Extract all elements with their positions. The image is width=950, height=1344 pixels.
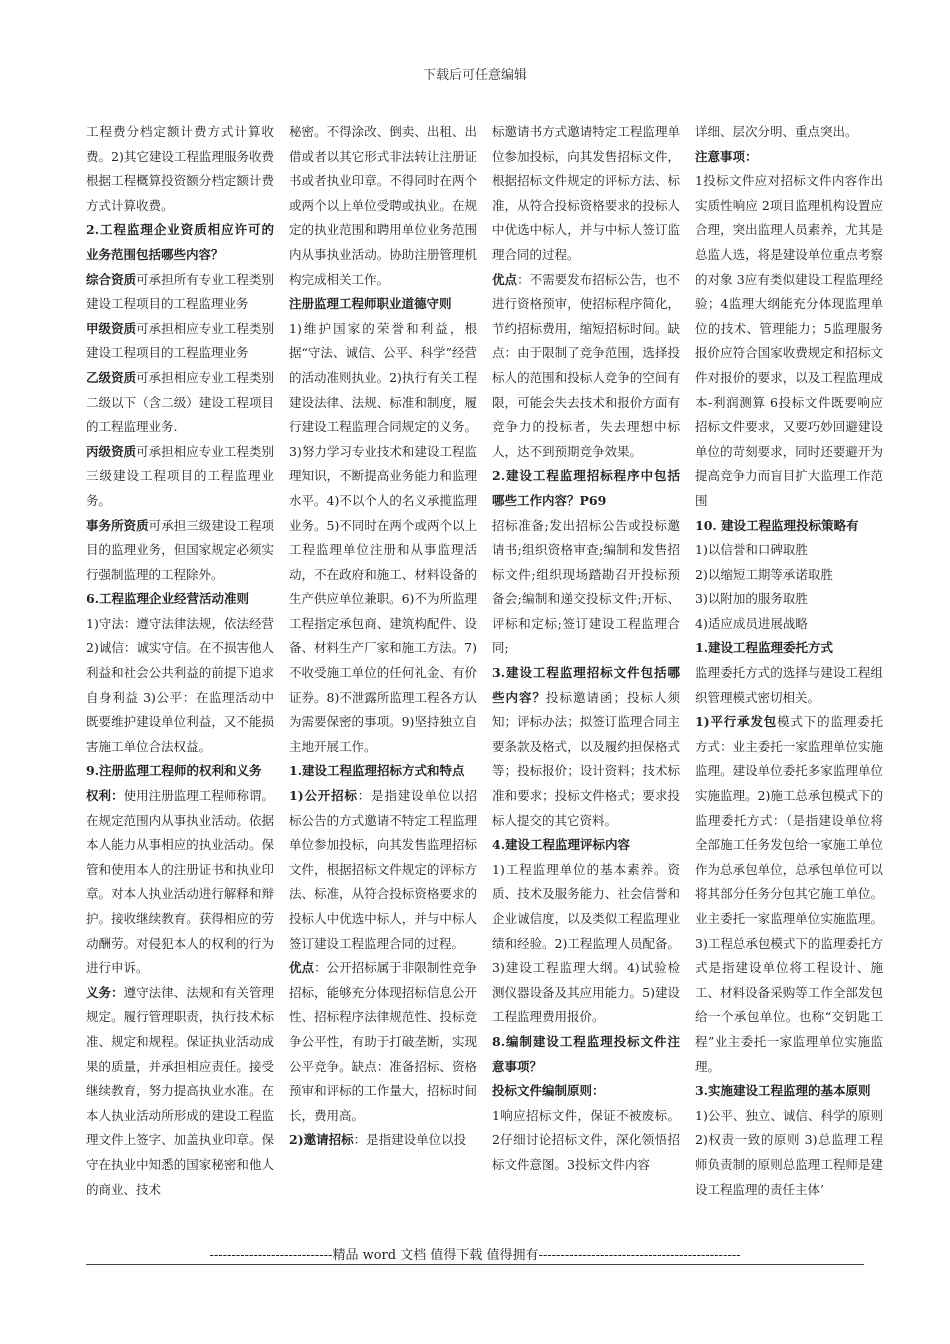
key-paragraph [492, 268, 680, 465]
body-paragraph: 监理委托方式的选择与建设工程组织管理模式密切相关。 [695, 665, 883, 705]
page-footer: ----------------------------精品 word 文档 值得下载 值得拥有---------------------------------------------- [209, 1248, 741, 1263]
key-term: 事务所资质 [86, 517, 149, 533]
heading-text: 4.建设工程监理评标内容 [492, 837, 631, 853]
body-paragraph: 招标准备;发出招标公告或投标邀请书;组织资格审查;编制和发售招标文件;组织现场踏勘召开投标预备会;编制和递交投标文件;开标、评标和定标;签订建设工程监理合同; [492, 517, 680, 656]
heading-text: 1.建设工程监理委托方式 [695, 640, 834, 656]
section-heading [86, 218, 274, 267]
key-paragraph [86, 268, 274, 317]
section-heading [695, 145, 883, 170]
key-description: ：不需要发布招标公告，也不进行资格预审，使招标程序简化，节约招标费用，缩短招标时间。缺点：由于限制了竞争范围，选择投标人的范围和投标人竞争的空间有限，可能会失去技术和报价方面有竞争力的投标者，失去理想中标人，达不到预期竞争效果。 [492, 271, 680, 459]
footer-rule [86, 1264, 864, 1265]
key-description: 可承担三级建设工程项目的监理业务，但国家规定必须实行强制监理的工程除外。 [86, 517, 274, 582]
key-term: 甲级资质 [86, 320, 137, 336]
text-column-2 [289, 120, 477, 1153]
heading-text: 6.工程监理企业经营活动准则 [86, 591, 250, 607]
key-paragraph [86, 366, 274, 440]
section-heading [289, 759, 477, 784]
key-description: 可承担所有专业工程类别建设工程项目的工程监理业务 [86, 271, 274, 312]
heading-text: 9.注册监理工程师的权利和义务 [86, 763, 262, 779]
body-paragraph: 3)以附加的服务取胜 [695, 591, 808, 607]
heading-text: 3.实施建设工程监理的基本原则 [695, 1083, 871, 1099]
key-description: 可承担相应专业工程类别三级建设工程项目的工程监理业务。 [86, 443, 274, 508]
page-header: 下载后可任意编辑 [422, 68, 527, 83]
key-paragraph [86, 514, 274, 588]
key-description: 投标邀请函；投标人须知；评标办法；拟签订监理合同主要条款及格式，以及履约担保格式等；投标报价；设计资料；技术标准和要求；投标文件格式；要求投标人提交的其它资料。 [492, 689, 680, 828]
key-paragraph [86, 317, 274, 366]
key-term: 优点 [289, 960, 315, 976]
key-term: 丙级资质 [86, 443, 137, 459]
section-heading [492, 1030, 680, 1079]
key-description: 可承担相应专业工程类别二级以下（含二级）建设工程项目的工程监理业务. [86, 369, 274, 435]
body-paragraph: 1)公平、独立、诚信、科学的原则 2)权责一致的原则 3)总监理工程师负责制的原则总监理工程师是建设工程监理的责任主体’ [695, 1107, 883, 1197]
key-paragraph [289, 784, 477, 956]
body-paragraph: 1)守法：遵守法律法规，依法经营 2)诚信：诚实守信。在不损害他人利益和社会公共利益的前提下追求自身利益 3)公平：在监理活动中既要维护建设单位利益，又不能损害施工单位合法权益。 [86, 615, 274, 754]
heading-text: 10. 建设工程监理投标策略有 [695, 517, 859, 533]
body-paragraph: 1)工程监理单位的基本素养。资质、技术及服务能力、社会信誉和企业诚信度，以及类似工程监理业绩和经验。2)工程监理人员配备。3)建设工程监理大纲。4)试验检测仪器设备及其应用能力。5)建设工程监理费用报价。 [492, 861, 680, 1025]
heading-text: 8.编制建设工程监理投标文件注意事项？ [492, 1033, 680, 1074]
key-paragraph [289, 1128, 477, 1153]
key-term: 权利： [86, 788, 124, 804]
section-heading [695, 1079, 883, 1104]
key-paragraph [492, 661, 680, 833]
section-heading [492, 464, 680, 513]
text-column-1 [86, 120, 274, 1202]
section-heading [695, 636, 883, 661]
key-term: 优点 [492, 271, 518, 287]
heading-text: 2.工程监理企业资质相应许可的业务范围包括哪些内容？ [86, 222, 274, 262]
body-paragraph: 详细、层次分明、重点突出。 [695, 124, 858, 139]
key-paragraph [86, 440, 274, 514]
key-description: 模式下的监理委托方式：业主委托一家监理单位实施监理。建设单位委托多家监理单位实施监理。2)施工总承包模式下的监理委托方式：（是指建设单位将全部施工任务发包给一家施工单位作为总承包单位，总承包单位可以将其部分任务分包其它施工单位。业主委托一家监理单位实施监理。3)工程总承包模式下的监理委托方式是指建设单位将工程设计、施工、材料设备采购等工作全部发包给一个承包单位。也称“交钥匙工程”业主委托一家监理单位实施监理。 [695, 714, 883, 1074]
heading-text: 2.建设工程监理招标程序中包括哪些工作内容？P69 [492, 468, 680, 508]
section-heading [492, 1079, 680, 1104]
body-paragraph: 1)维护国家的荣誉和利益，根据“守法、诚信、公平、科学”经营的活动准则执业。2)执行有关工程建设法律、法规、标准和制度，履行建设工程监理合同规定的义务。3)努力学习专业技术和建设工程监理知识，不断提高业务能力和监理水平。4)不以个人的名义承揽监理业务。5)不同时在两个或两个以上工程监理单位注册和从事监理活动，不在政府和施工、材料设备的生产供应单位兼职。6)不为所监理工程指定承包商、建筑构配件、设备、材料生产厂家和施工方法。7)不收受施工单位的任何礼金、有价证券。8)不泄露所监理工程各方认为需要保密的事项。9)坚持独立自主地开展工作。 [289, 320, 477, 754]
key-paragraph [86, 981, 274, 1202]
body-paragraph: 1投标文件应对招标文件内容作出实质性响应 2项目监理机构设置应合理，突出监理人员素养，尤其是总监人选，将是建设单位重点考察的对象 3应有类似建设工程监理经验；4监理大纲能充分体现监理单位的技术、管理能力；5监理服务报价应符合国家收费规定和招标文件对报价的要求，以及工程监理成本-利润测算 6投标文件既要响应招标文件要求，又要巧妙回避建设单位的苛刻要求，同时还要避开为提高竞争力而盲目扩大监理工作范围 [695, 173, 883, 508]
key-term: 1)公开招标 [289, 788, 358, 804]
section-heading [86, 587, 274, 612]
key-term: 2)邀请招标 [289, 1132, 354, 1148]
key-paragraph [289, 956, 477, 1128]
key-description: ：是指建设单位以投 [353, 1132, 467, 1148]
body-paragraph: 秘密。不得涂改、倒卖、出租、出借或者以其它形式非法转让注册证书或者执业印章。不得同时在两个或两个以上单位受聘或执业。在规定的执业范围和聘用单位业务范围内从事执业活动。协助注册管理机构完成相关工作。 [289, 124, 477, 287]
key-description: 使用注册监理工程师称谓。在规定范围内从事执业活动。依据本人能力从事相应的执业活动。保管和使用本人的注册证书和执业印章。对本人执业活动进行解释和辩护。接收继续教育。获得相应的劳动酬劳。对侵犯本人的权利的行为进行申诉。 [86, 788, 274, 976]
section-heading [695, 514, 883, 539]
key-description: ：公开招标属于非限制性竞争招标，能够充分体现招标信息公开性、招标程序法律规范性、投标竞争公平性，有助于打破垄断，实现公平竞争。缺点：准备招标、资格预审和评标的工作量大，招标时间长，费用高。 [289, 960, 477, 1123]
key-term: 乙级资质 [86, 369, 137, 385]
key-description: ：是指建设单位以招标公告的方式邀请不特定工程监理单位参加投标，向其发售监理招标文件，根据招标文件规定的评标方法、标准，从符合投标资格要求的投标人中优选中标人，并与中标人签订建设工程监理合同的过程。 [289, 788, 477, 951]
text-column-3 [492, 120, 680, 1178]
body-paragraph: 1响应招标文件，保证不被废标。2仔细讨论招标文件，深化领悟招标文件意图。3投标文件内容 [492, 1107, 680, 1172]
key-paragraph [86, 784, 274, 981]
heading-text: 注意事项： [695, 148, 758, 164]
key-term: 义务： [86, 984, 124, 1000]
section-heading [289, 292, 477, 317]
heading-text: 投标文件编制原则： [492, 1083, 605, 1099]
key-description: 遵守法律、法规和有关管理规定。履行管理职责，执行技术标准、规定和规程。保证执业活动成果的质量，并承担相应责任。接受继续教育，努力提高执业水准。在本人执业活动所形成的建设工程监理文件上签字、加盖执业印章。保守在执业中知悉的国家秘密和他人的商业、技术 [86, 984, 274, 1197]
body-paragraph: 标邀请书方式邀请特定工程监理单位参加投标，向其发售招标文件，根据招标文件规定的评标方法、标准，从符合投标资格要求的投标人中优选中标人，并与中标人签订监理合同的过程。 [492, 124, 680, 262]
heading-text: 注册监理工程师职业道德守则 [289, 296, 452, 312]
key-term: 综合资质 [86, 271, 137, 287]
heading-text: 1.建设工程监理招标方式和特点 [289, 763, 465, 779]
text-column-4 [695, 120, 883, 1202]
key-paragraph [695, 710, 883, 1079]
section-heading [86, 759, 274, 784]
key-term: 3.建设工程监理招标文件包括哪些内容？ [492, 665, 680, 705]
body-paragraph: 2)以缩短工期等承诺取胜 [695, 566, 833, 582]
key-term: 1)平行承发包 [695, 714, 778, 730]
body-paragraph: 1)以信誉和口碑取胜 [695, 542, 808, 558]
key-description: 可承担相应专业工程类别建设工程项目的工程监理业务 [86, 320, 274, 361]
section-heading [492, 833, 680, 858]
body-paragraph: 工程费分档定额计费方式计算收费。2)其它建设工程监理服务收费根据工程概算投资额分档定额计费方式计算收费。 [86, 124, 274, 213]
body-paragraph: 4)适应成员进展战略 [695, 615, 808, 631]
